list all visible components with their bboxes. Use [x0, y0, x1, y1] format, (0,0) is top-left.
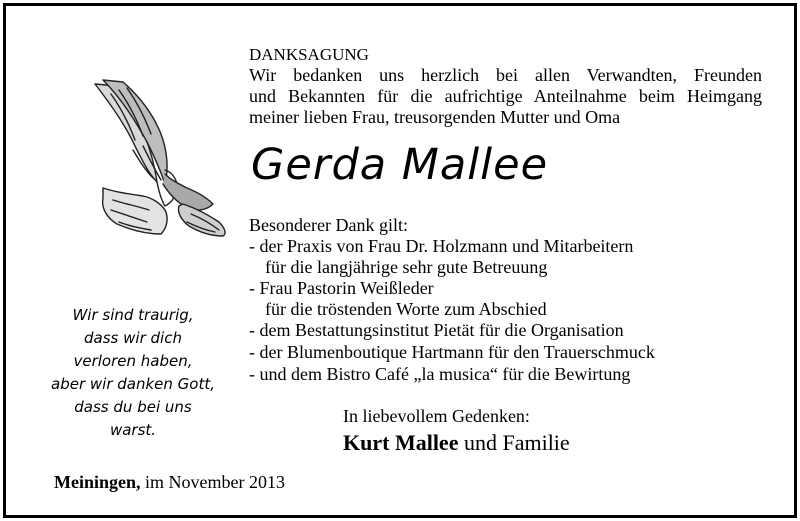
thanks-item: - der Praxis von Frau Dr. Holzmann und Mitarbeitern	[249, 236, 634, 256]
signature	[343, 430, 570, 456]
place-date	[54, 472, 285, 493]
closing-line: In liebevollem Gedenken:	[343, 406, 530, 426]
deceased-name: Gerda Mallee	[251, 140, 549, 190]
thanks-item: - der Blumenboutique Hartmann für den Trauerschmuck	[249, 342, 655, 362]
verse-line: dass wir dich	[84, 329, 182, 347]
intro-line: meiner lieben Frau, treusorgenden Mutter und Oma	[249, 107, 621, 127]
date: im November 2013	[140, 472, 285, 492]
notice-title: DANKSAGUNG	[249, 45, 369, 64]
verse-line: Wir sind traurig,	[72, 306, 194, 324]
thanks-lead: Besonderer Dank gilt:	[249, 215, 408, 235]
thanks-item: - Frau Pastorin Weißleder	[249, 278, 434, 298]
place: Meiningen,	[54, 472, 141, 492]
thanks-item-detail: für die langjährige sehr gute Betreuung	[265, 257, 548, 277]
intro-line: und Bekannten für die aufrichtige Anteilnahme beim Heimgang	[249, 86, 762, 106]
thanks-item: - und dem Bistro Café „la musica“ für die Bewirtung	[249, 364, 631, 384]
verse-line: dass du bei uns	[74, 398, 192, 416]
verse-line: aber wir danken Gott,	[51, 375, 215, 393]
verse-line: warst.	[109, 421, 157, 439]
verse-line: verloren haben,	[73, 352, 193, 370]
thanks-item-detail: für die tröstenden Worte zum Abschied	[265, 299, 547, 319]
signatory-name: Kurt Mallee	[343, 430, 459, 455]
praying-hands-icon	[73, 76, 239, 238]
thanks-item: - dem Bestattungsinstitut Pietät für die Organisation	[249, 320, 624, 340]
intro-line: Wir bedanken uns herzlich bei allen Verwandten, Freunden	[249, 65, 762, 85]
obituary-notice	[3, 3, 797, 518]
signatory-suffix: und Familie	[458, 430, 570, 455]
